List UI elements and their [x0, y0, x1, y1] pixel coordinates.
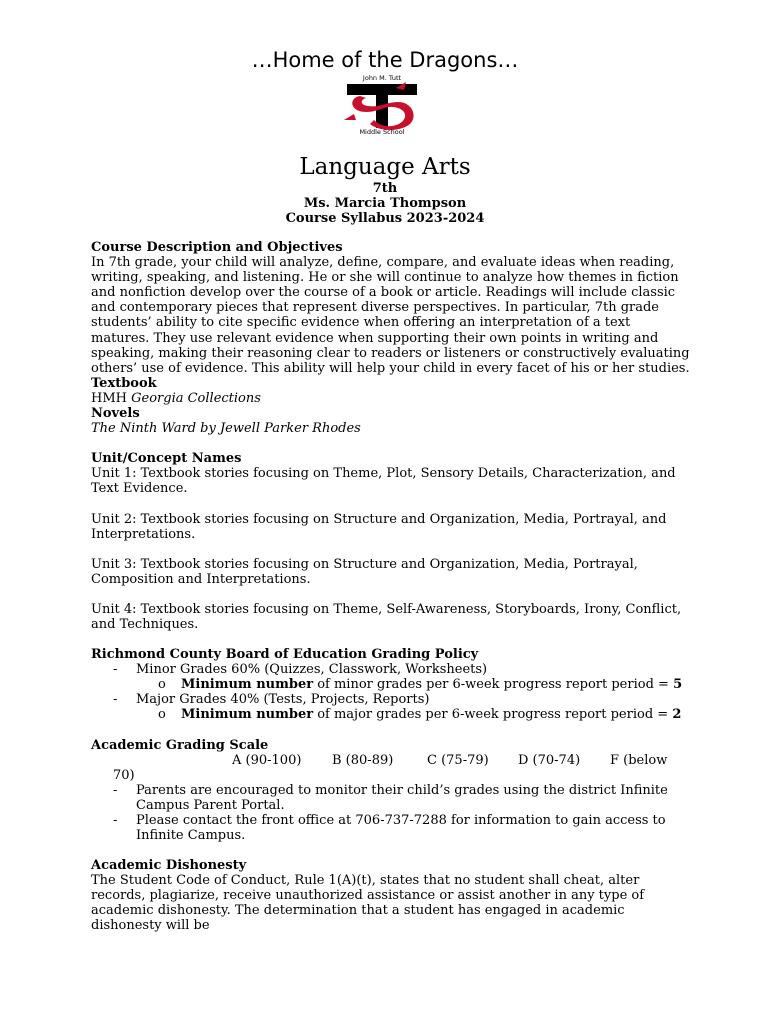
- grade-a: A (90-100): [232, 752, 302, 768]
- grading-policy-list: [91, 662, 691, 722]
- logo-text-top: John M. Tutt: [362, 74, 402, 82]
- grade-level: 7th: [372, 181, 398, 196]
- course-title: Language Arts: [299, 154, 471, 180]
- major-grades-text: Major Grades 40% (Tests, Projects, Reports): [136, 692, 430, 708]
- grade-d: D (70-74): [518, 752, 581, 768]
- school-tagline: …Home of the Dragons…: [251, 48, 519, 72]
- dishonesty-heading: Academic Dishonesty: [91, 858, 247, 874]
- textbook-heading: Textbook: [91, 375, 157, 391]
- minor-min-label: Minimum number: [181, 677, 314, 693]
- grade-c: C (75-79): [427, 752, 489, 768]
- unit-item: Unit 1: Textbook stories focusing on Theme, Plot, Sensory Details, Characterization, and Text Evidence.: [91, 466, 676, 497]
- grading-policy-heading: Richmond County Board of Education Grading Policy: [91, 647, 479, 663]
- list-item: - Parents are encouraged to monitor their child’s grades using the district Infinite Campus Parent Portal.: [91, 783, 691, 813]
- textbook-prefix: HMH: [91, 390, 132, 406]
- grading-scale-heading: Academic Grading Scale: [91, 737, 269, 753]
- minor-min-value: 5: [673, 677, 683, 693]
- textbook-line: [91, 391, 691, 406]
- grading-scale-notes: [91, 783, 691, 843]
- grade-f: F (below: [610, 752, 668, 768]
- dragon-logo-icon: [340, 74, 424, 136]
- novels-heading: Novels: [91, 406, 140, 422]
- school-logo: [340, 74, 424, 136]
- units-heading: Unit/Concept Names: [91, 451, 242, 467]
- major-min-value: 2: [672, 707, 682, 723]
- dishonesty-body: The Student Code of Conduct, Rule 1(A)(t), states that no student shall cheat, alter records, plagiarize, receive unauthorized assistance or assist another in any type of academic dishonesty. The determination that a student has engaged in academic dishonesty will be: [91, 873, 645, 934]
- minor-min-text: of minor grades per 6-week progress report period =: [313, 677, 674, 693]
- logo-text-bottom: Middle School: [359, 128, 405, 136]
- textbook-title: Georgia Collections: [131, 390, 261, 406]
- teacher-name: Ms. Marcia Thompson: [303, 196, 467, 211]
- major-min-label: Minimum number: [181, 707, 314, 723]
- grade-f-continued: 70): [113, 767, 135, 783]
- list-item: [136, 677, 691, 692]
- unit-item: Unit 4: Textbook stories focusing on Theme, Self-Awareness, Storyboards, Irony, Conflict, and Techniques.: [91, 601, 682, 632]
- unit-item: Unit 3: Textbook stories focusing on Structure and Organization, Media, Portrayal, Composition and Interpretations.: [91, 556, 638, 587]
- list-item: [136, 707, 691, 722]
- minor-grades-text: Minor Grades 60% (Quizzes, Classwork, Worksheets): [136, 662, 488, 678]
- syllabus-content: [91, 240, 691, 934]
- course-description-heading: Course Description and Objectives: [91, 240, 343, 255]
- syllabus-year: Course Syllabus 2023-2024: [285, 211, 485, 226]
- list-item: [91, 692, 691, 722]
- grade-b: B (80-89): [332, 752, 394, 768]
- unit-item: Unit 2: Textbook stories focusing on Structure and Organization, Media, Portrayal, and Interpretations.: [91, 511, 667, 542]
- list-item: - Please contact the front office at 706-737-7288 for information to gain access to Infinite Campus.: [91, 813, 691, 843]
- novel-title: The Ninth Ward by Jewell Parker Rhodes: [91, 421, 361, 437]
- major-min-text: of major grades per 6-week progress report period =: [313, 707, 673, 723]
- course-description-body: In 7th grade, your child will analyze, define, compare, and evaluate ideas when reading, writing, speaking, and listening. He or she will continue to analyze how themes in fiction and nonfiction develop over the course of a book or article. Readings will include classic and contemporary pieces that represent diverse perspectives. In particular, 7th grade students’ ability to cite specific evidence when offering an interpretation of a text matures. They use relevant evidence when supporting their own points in writing and speaking, making their reasoning clear to readers or listeners or constructively evaluating others’ use of evidence. This ability will help your child in every facet of his or her studies.: [91, 255, 690, 376]
- novel-line: [91, 421, 691, 436]
- list-item: [91, 662, 691, 692]
- grading-scale-row: [91, 753, 691, 768]
